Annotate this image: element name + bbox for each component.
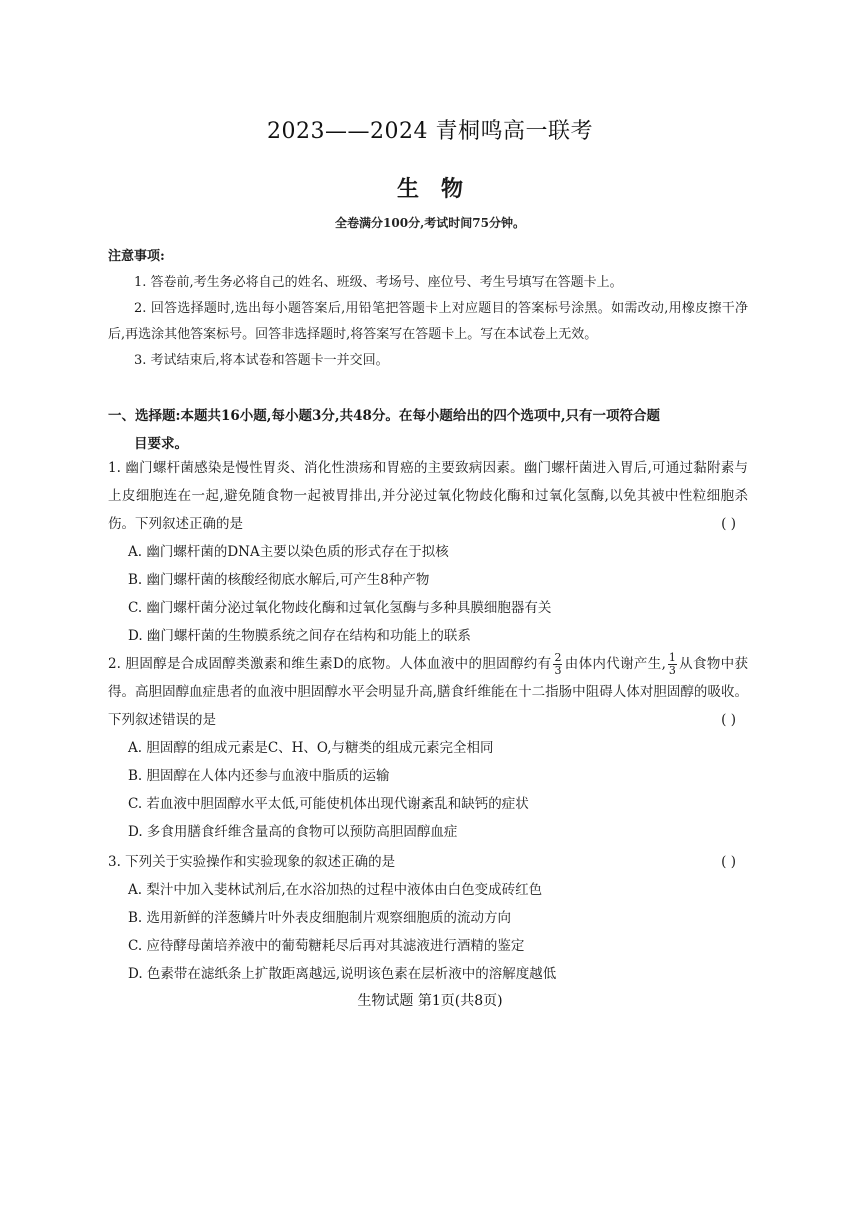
answer-parentheses: ( ) xyxy=(721,516,736,532)
page-footer: 生物试题 第1页(共8页) xyxy=(357,993,503,1009)
option-b: B. 胆固醇在人体内还参与血液中脂质的运输 xyxy=(128,768,390,784)
question-stem-text: 从食物中获得。高胆固醇血症患者的血液中胆固醇水平会明显升高,膳食纤维能在十二指肠中阻碍人体对胆固醇的吸收。下列叙述错误的是 xyxy=(108,656,748,728)
question-stem-text: 3. 下列关于实验操作和实验现象的叙述正确的是 xyxy=(108,854,396,870)
notice-heading: 注意事项: xyxy=(108,249,165,264)
fraction-numerator: 1 xyxy=(668,651,676,664)
question-stem-text: 1. 幽门螺杆菌感染是慢性胃炎、消化性溃疡和胃癌的主要致病因素。幽门螺杆菌进入胃后,可通过黏附素与上皮细胞连在一起,避免随食物一起被胃排出,并分泌过氧化物歧化酶和过氧化氢酶,以免其被中性粒细胞杀伤。下列叙述正确的是 xyxy=(108,460,748,532)
option-c: C. 若血液中胆固醇水平太低,可能使机体出现代谢紊乱和缺钙的症状 xyxy=(128,796,529,812)
section-heading xyxy=(108,402,748,458)
notice-block xyxy=(108,244,748,374)
option-d: D. 幽门螺杆菌的生物膜系统之间存在结构和功能上的联系 xyxy=(128,628,471,644)
question-stem-text: 2. 胆固醇是合成固醇类激素和维生素D的底物。人体血液中的胆固醇约有 xyxy=(108,656,552,672)
notice-item: 3. 考试结束后,将本试卷和答题卡一并交回。 xyxy=(134,353,389,368)
answer-parentheses: ( ) xyxy=(721,712,736,728)
fraction-numerator: 2 xyxy=(554,651,562,664)
notice-item: 1. 答卷前,考生务必将自己的姓名、班级、考场号、座位号、考生号填写在答题卡上。 xyxy=(134,275,623,290)
option-a: A. 梨汁中加入斐林试剂后,在水浴加热的过程中液体由白色变成砖红色 xyxy=(128,882,543,898)
question-stem xyxy=(108,650,748,734)
question-stem-text: 由体内代谢产生, xyxy=(564,656,666,672)
option-b: B. 幽门螺杆菌的核酸经彻底水解后,可产生8种产物 xyxy=(128,572,430,588)
question-stem xyxy=(108,454,748,538)
question-2 xyxy=(108,650,748,846)
fraction-two-thirds xyxy=(553,652,562,677)
option-d: D. 多食用膳食纤维含量高的食物可以预防高胆固醇血症 xyxy=(128,824,458,840)
section-line-2: 目要求。 xyxy=(134,436,188,452)
fraction-one-third xyxy=(668,652,677,677)
answer-parentheses: ( ) xyxy=(721,854,736,870)
question-1 xyxy=(108,454,748,650)
option-d: D. 色素带在滤纸条上扩散距离越远,说明该色素在层析液中的溶解度越低 xyxy=(128,966,557,982)
section-line-1: 一、选择题:本题共16小题,每小题3分,共48分。在每小题给出的四个选项中,只有一项符合题 xyxy=(108,408,661,424)
exam-meta: 全卷满分100分,考试时间75分钟。 xyxy=(335,216,525,230)
option-c: C. 幽门螺杆菌分泌过氧化物歧化酶和过氧化氢酶与多种具膜细胞器有关 xyxy=(128,600,552,616)
question-stem xyxy=(108,848,748,876)
exam-title: 2023——2024 青桐鸣高一联考 xyxy=(267,119,593,144)
question-3 xyxy=(108,848,748,988)
option-a: A. 胆固醇的组成元素是C、H、O,与糖类的组成元素完全相同 xyxy=(128,740,494,756)
option-c: C. 应待酵母菌培养液中的葡萄糖耗尽后再对其滤液进行酒精的鉴定 xyxy=(128,938,525,954)
option-a: A. 幽门螺杆菌的DNA主要以染色质的形式存在于拟核 xyxy=(128,544,449,560)
subject-title: 生物 xyxy=(396,176,485,202)
notice-item: 2. 回答选择题时,选出每小题答案后,用铅笔把答题卡上对应题目的答案标号涂黑。如需改动,用橡皮擦干净后,再选涂其他答案标号。回答非选择题时,将答案写在答题卡上。写在本试卷上无效。 xyxy=(108,301,748,342)
option-b: B. 选用新鲜的洋葱鳞片叶外表皮细胞制片观察细胞质的流动方向 xyxy=(128,910,512,926)
fraction-denominator: 3 xyxy=(554,664,562,677)
fraction-denominator: 3 xyxy=(668,664,676,677)
